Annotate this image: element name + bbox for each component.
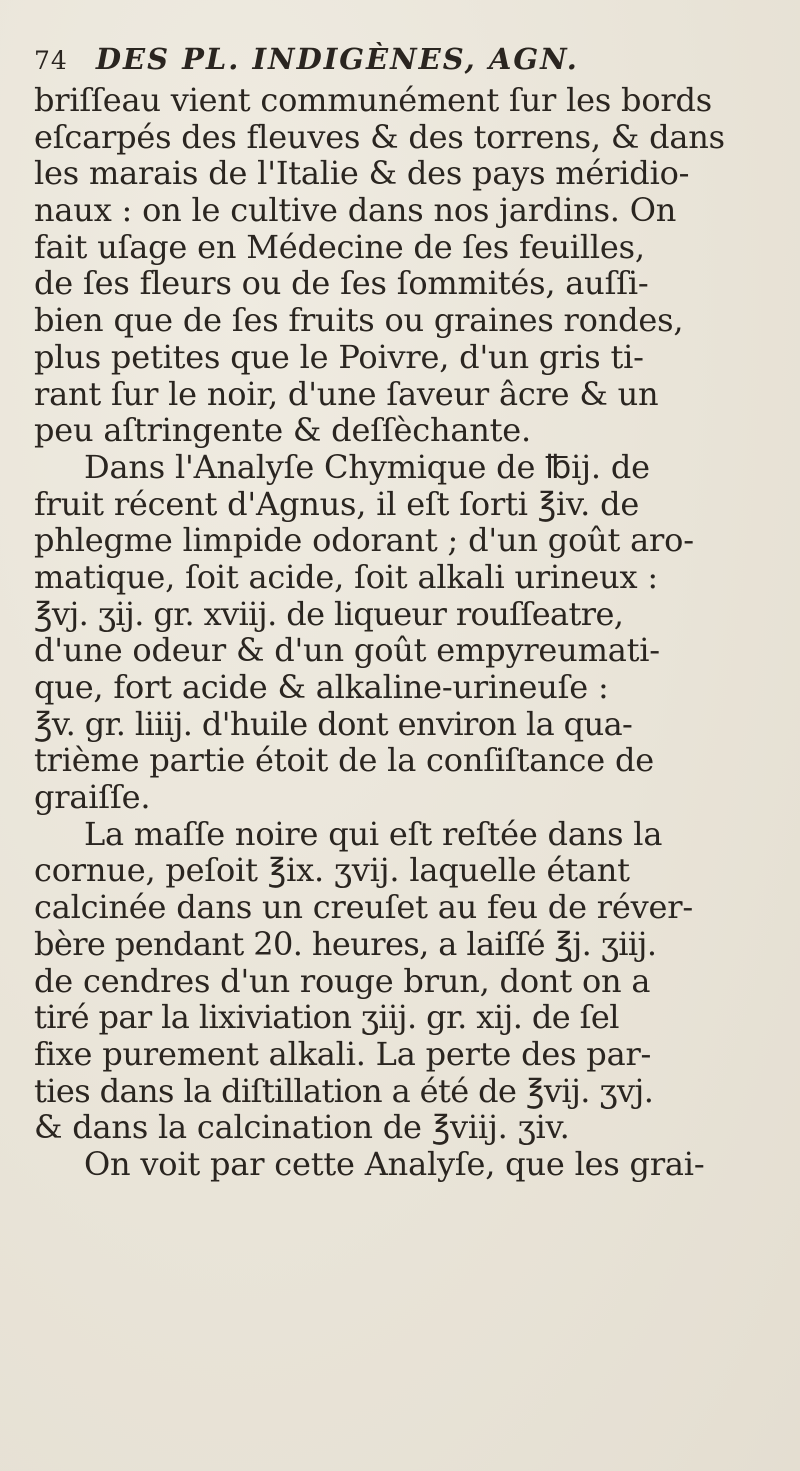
running-head [34, 42, 772, 82]
text-line: On voit par cette Analyſe, que les grai- [84, 1145, 705, 1183]
text-line: tiré par la lixiviation ʒiij. gr. xij. de ſel [34, 999, 619, 1036]
text-line: plus petites que le Poivre, d'un gris ti- [34, 338, 644, 376]
text-line: calcinée dans un creuſet au feu de réver- [34, 889, 693, 926]
text-line: Dans l'Analyſe Chymique de ℔ij. de [84, 448, 650, 486]
text-line: eſcarpés des fleuves & des torrens, & dans [34, 118, 725, 156]
text-line: ℥v. gr. liiij. d'huile dont environ la qua- [34, 705, 633, 743]
text-line: d'une odeur & d'un goût empyreumati- [34, 632, 660, 669]
text-line: de cendres d'un rouge brun, dont on a [34, 962, 651, 1000]
text-line: rant ſur le noir, d'une ſaveur âcre & un [34, 375, 659, 413]
text-line: peu aſtringente & deſſèchante. [34, 412, 532, 449]
text-line: bien que de ſes fruits ou graines rondes, [34, 302, 684, 339]
text-body [34, 82, 772, 1183]
page-number: 74 [34, 46, 68, 75]
text-line: La maſſe noire qui eſt reſtée dans la [84, 815, 663, 853]
text-line: fruit récent d'Agnus, il eſt ſorti ℥iv. de [34, 485, 640, 523]
text-line: naux : on le cultive dans nos jardins. On [34, 192, 677, 229]
text-line: fait uſage en Médecine de ſes feuilles, [34, 228, 645, 266]
running-head-title: DES PL. INDIGÈNES, AGN. [95, 42, 579, 76]
text-line: les marais de l'Italie & des pays méridio- [34, 155, 690, 193]
text-line: trième partie étoit de la conſiſtance de [34, 742, 654, 780]
text-line: fixe purement alkali. La perte des par- [34, 1035, 652, 1073]
text-line: ℥vj. ʒij. gr. xviij. de liqueur rouſſeatre, [34, 595, 624, 633]
text-line: briſſeau vient communément ſur les bords [34, 82, 712, 119]
text-line: phlegme limpide odorant ; d'un goût aro- [34, 522, 694, 559]
text-line: de ſes fleurs ou de ſes ſommités, auſſi- [34, 265, 649, 303]
text-line: matique, ſoit acide, ſoit alkali urineux : [34, 558, 658, 596]
text-line: que, fort acide & alkaline-urineuſe : [34, 669, 609, 706]
text-line: cornue, peſoit ℥ix. ʒvij. laquelle étant [34, 852, 630, 890]
text-line: ties dans la diſtillation a été de ℥vij. ʒvj. [34, 1072, 654, 1110]
text-line: & dans la calcination de ℥viij. ʒiv. [34, 1109, 570, 1146]
text-line: graiſſe. [34, 779, 151, 816]
text-line: bère pendant 20. heures, a laiſſé ℥j. ʒiij. [34, 925, 657, 963]
